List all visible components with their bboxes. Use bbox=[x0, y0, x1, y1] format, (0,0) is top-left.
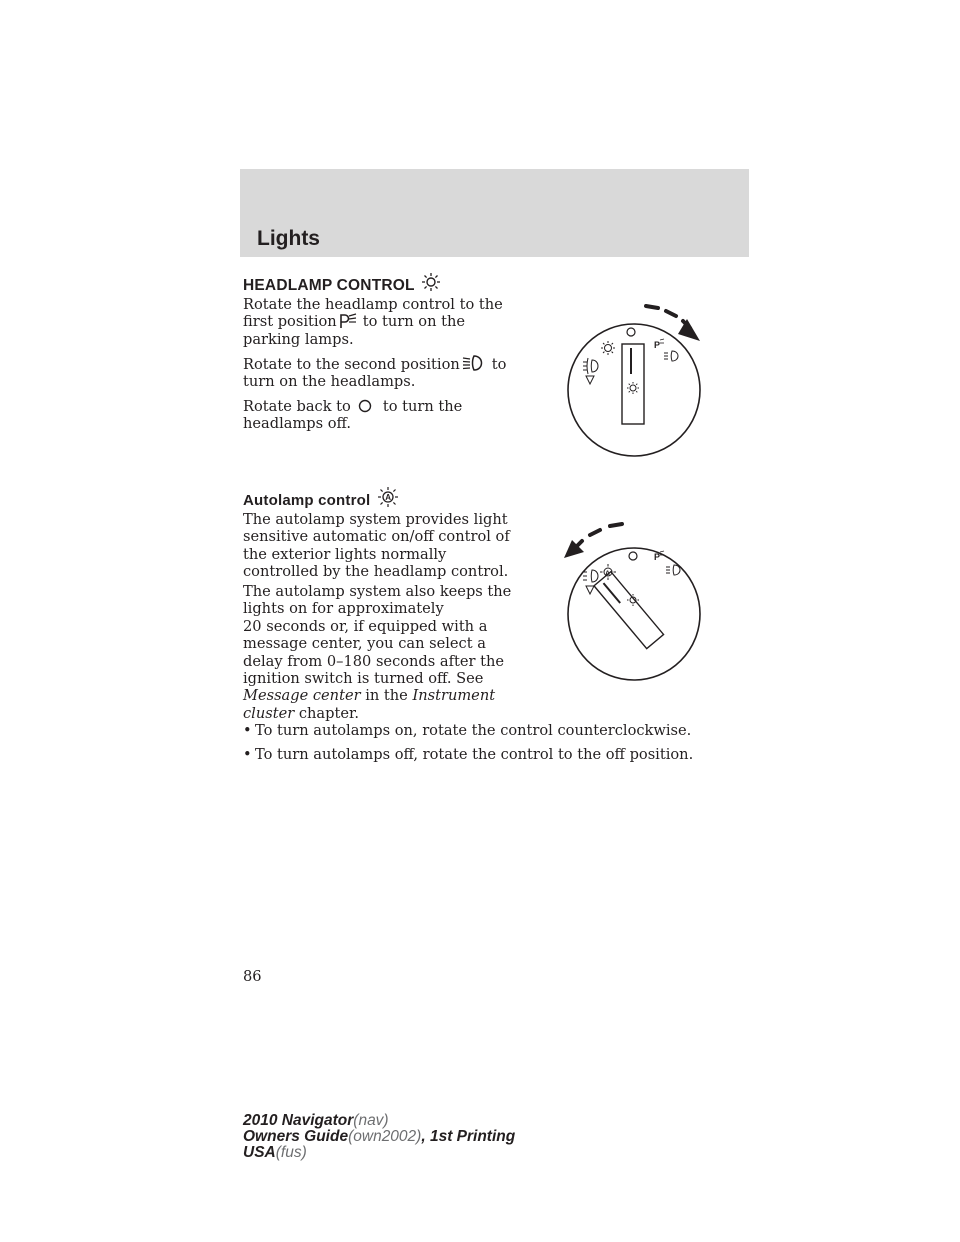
headlamp-p2-line1a: Rotate to the second position bbox=[243, 356, 460, 373]
section-header-band bbox=[240, 169, 749, 257]
headlamp-paragraph-3 bbox=[243, 398, 513, 433]
headlamp-control-diagram bbox=[560, 296, 720, 466]
headlamp-sun-icon bbox=[420, 272, 442, 292]
pull-indicator-arrow bbox=[586, 586, 594, 594]
headlamp-position-mark bbox=[664, 351, 678, 361]
headlamp-p2-line2: turn on the headlamps. bbox=[243, 373, 416, 391]
bullet-dot: • bbox=[243, 722, 252, 739]
headlamp-p1-line2 bbox=[243, 313, 513, 330]
footer-guide-code: (own2002) bbox=[348, 1128, 422, 1145]
counterclockwise-dashed-arrow bbox=[576, 524, 622, 547]
autolamp-position-label: A bbox=[605, 570, 611, 578]
headlamp-paragraph-2 bbox=[243, 354, 513, 391]
instrument-reference-part1: Instrument bbox=[412, 687, 496, 705]
low-beam-headlamp-icon bbox=[462, 354, 486, 372]
knob-pointer bbox=[622, 344, 644, 424]
autolamp-paragraph-2 bbox=[243, 583, 513, 722]
autolamp-control-heading-text: Autolamp control bbox=[243, 492, 371, 509]
autolamp-bullet-off-text: To turn autolamps off, rotate the control to the off position. bbox=[255, 746, 694, 763]
off-circle-icon bbox=[357, 398, 373, 414]
footer-line-2 bbox=[243, 1129, 515, 1145]
headlamp-p3-line1 bbox=[243, 398, 513, 415]
footer-guide: Owners Guide bbox=[243, 1128, 349, 1145]
off-position-mark bbox=[627, 328, 635, 336]
autolamp-p1-line4: controlled by the headlamp control. bbox=[243, 563, 509, 581]
instrument-reference-part2: cluster bbox=[243, 704, 295, 722]
footer-line-1 bbox=[243, 1113, 515, 1129]
bullet-dot: • bbox=[243, 746, 252, 763]
autolamp-p2-line2: lights on for approximately bbox=[243, 600, 444, 618]
pull-indicator-arrow bbox=[586, 376, 594, 384]
headlamp-p1-line1: Rotate the headlamp control to the bbox=[243, 296, 503, 313]
message-center-reference: Message center bbox=[243, 687, 361, 705]
autolamp-p2-line8 bbox=[243, 705, 513, 722]
autolamp-bullet-on-text: To turn autolamps on, rotate the control counterclockwise. bbox=[255, 722, 692, 739]
autolamp-paragraph-1 bbox=[243, 511, 513, 581]
headlamp-position-mark bbox=[666, 565, 680, 575]
parking-position-label: P bbox=[654, 340, 661, 350]
autolamp-bullet-off bbox=[243, 746, 693, 763]
autolamp-p2-chapter: chapter. bbox=[298, 704, 359, 722]
footer-model: 2010 Navigator bbox=[243, 1112, 354, 1129]
headlamp-paragraph-1 bbox=[243, 296, 513, 348]
page-number: 86 bbox=[243, 968, 262, 985]
headlamp-control-heading bbox=[243, 272, 448, 295]
parking-position-label: P bbox=[654, 552, 661, 562]
headlamp-p2-line1 bbox=[243, 354, 513, 373]
headlamp-p1-line2a: first position bbox=[243, 313, 337, 331]
autolamp-p2-line7 bbox=[243, 687, 513, 704]
clockwise-dashed-arrow bbox=[646, 306, 690, 328]
headlamp-p2-line1b: to bbox=[491, 356, 507, 373]
autolamp-control-heading bbox=[243, 486, 406, 509]
autolamp-p2-line6: ignition switch is turned off. See bbox=[243, 670, 484, 688]
autolamp-p1-line2: sensitive automatic on/off control of bbox=[243, 528, 510, 546]
off-position-mark bbox=[629, 552, 637, 560]
autolamp-control-diagram bbox=[560, 518, 720, 688]
autolamp-p1-line1: The autolamp system provides light bbox=[243, 511, 508, 528]
svg-text:A: A bbox=[384, 493, 391, 503]
document-footer bbox=[243, 1113, 515, 1161]
autolamp-p2-line1: The autolamp system also keeps the bbox=[243, 583, 512, 600]
footer-region: USA bbox=[243, 1144, 276, 1161]
parking-label-lines bbox=[660, 339, 664, 343]
footer-region-code: (fus) bbox=[275, 1144, 307, 1161]
autolamp-position-mark bbox=[601, 341, 615, 355]
autolamp-bullet-on bbox=[243, 722, 691, 739]
autolamp-p2-in-the: in the bbox=[365, 687, 408, 705]
parking-lamp-icon bbox=[339, 313, 357, 329]
headlamp-control-heading-text: HEADLAMP CONTROL bbox=[243, 277, 415, 294]
footer-model-code: (nav) bbox=[353, 1112, 389, 1129]
footer-printing: , 1st Printing bbox=[421, 1128, 516, 1145]
headlamp-p3-line1b: to turn the bbox=[382, 398, 463, 415]
autolamp-p2-line4: message center, you can select a bbox=[243, 635, 486, 653]
autolamp-p1-line3: the exterior lights normally bbox=[243, 545, 447, 563]
headlamp-p1-line3: parking lamps. bbox=[243, 330, 354, 348]
headlamp-p1-line2b: to turn on the bbox=[362, 313, 466, 331]
autolamp-p2-line5: delay from 0–180 seconds after the bbox=[243, 652, 505, 670]
fog-lamp-mark bbox=[583, 358, 598, 374]
headlamp-p3-line2: headlamps off. bbox=[243, 415, 352, 433]
autolamp-icon bbox=[376, 486, 400, 508]
section-title: Lights bbox=[257, 227, 320, 250]
footer-line-3 bbox=[243, 1145, 515, 1161]
knob-pointer bbox=[594, 572, 664, 649]
headlamp-p3-line1a: Rotate back to bbox=[243, 398, 351, 415]
autolamp-p2-line3: 20 seconds or, if equipped with a bbox=[243, 617, 488, 635]
fog-lamp-mark bbox=[583, 570, 598, 582]
